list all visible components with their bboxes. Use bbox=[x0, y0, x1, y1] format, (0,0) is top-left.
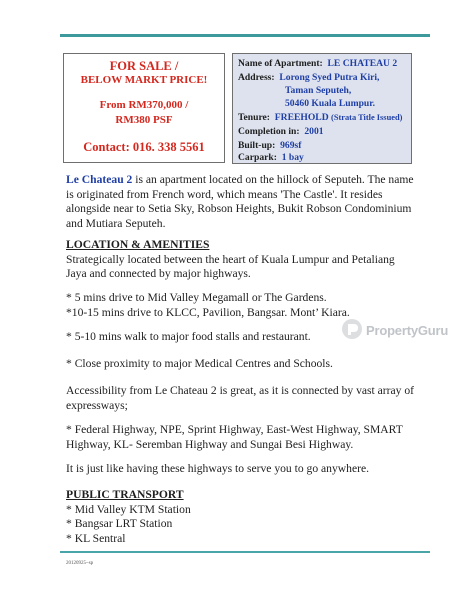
highways-summary-line: It is just like having these highways to serve you to go anywhere. bbox=[66, 462, 369, 475]
bullet-food-stalls: * 5-10 mins walk to major food stalls and restaurant. bbox=[66, 330, 311, 343]
intro-paragraph bbox=[66, 173, 414, 231]
top-divider bbox=[60, 34, 430, 37]
transport-heading: PUBLIC TRANSPORT bbox=[66, 488, 184, 501]
builtup-row: Built-up: 969sf bbox=[238, 140, 302, 151]
psf-label: RM380 PSF bbox=[115, 114, 173, 126]
sale-callout-box bbox=[63, 53, 225, 163]
location-heading: LOCATION & AMENITIES bbox=[66, 238, 210, 251]
transport-item-lrt: * Bangsar LRT Station bbox=[66, 517, 173, 530]
address-row: Address: Lorong Syed Putra Kiri, bbox=[238, 72, 380, 83]
accessibility-paragraph bbox=[66, 384, 414, 413]
highways-line-2: Highway, KL- Seremban Highway and Sungai Besi Highway. bbox=[66, 437, 354, 451]
bullet-medical: * Close proximity to major Medical Centres and Schools. bbox=[66, 357, 333, 370]
carpark-row: Carpark: 1 bay bbox=[238, 152, 304, 163]
watermark-text: PropertyGuru bbox=[366, 323, 449, 338]
intro-line-4: and Mutiara Seputeh. bbox=[66, 216, 166, 230]
below-market-label: BELOW MARKT PRICE! bbox=[80, 74, 208, 86]
highways-summary bbox=[66, 462, 369, 477]
price-label: From RM370,000 / bbox=[99, 99, 189, 111]
location-section bbox=[66, 238, 395, 282]
location-text-line-1: Strategically located between the heart of Kuala Lumpur and Petaliang bbox=[66, 252, 395, 266]
property-info-box bbox=[232, 53, 412, 164]
bullet-mid-valley: * 5 mins drive to Mid Valley Megamall or The Gardens. bbox=[66, 291, 327, 304]
transport-item-kl-sentral: * KL Sentral bbox=[66, 531, 126, 545]
highways-line-1: * Federal Highway, NPE, Sprint Highway, East-West Highway, SMART bbox=[66, 423, 403, 436]
intro-line-1: Le Chateau 2 is an apartment located on the hillock of Seputeh. The name bbox=[66, 173, 414, 186]
bottom-divider bbox=[60, 551, 430, 553]
apartment-name-row: Name of Apartment: LE CHATEAU 2 bbox=[238, 58, 398, 69]
transport-item-ktm: * Mid Valley KTM Station bbox=[66, 502, 191, 516]
transport-section bbox=[66, 488, 191, 546]
drive-bullets bbox=[66, 291, 350, 320]
address-line-3: 50460 Kuala Lumpur. bbox=[285, 98, 376, 109]
footer-code: 20120925~sp bbox=[66, 561, 94, 566]
accessibility-line-2: expressways; bbox=[66, 398, 128, 412]
location-text-line-2: Jaya and connected by major highways. bbox=[66, 267, 251, 280]
accessibility-line-1: Accessibility from Le Chateau 2 is great, as it is connected by vast array of bbox=[66, 384, 415, 397]
intro-line-2: is originated from French word, which means 'The Castle'. It resides bbox=[66, 187, 383, 201]
highways-paragraph bbox=[66, 423, 403, 452]
address-line-2: Taman Seputeh, bbox=[285, 85, 352, 96]
contact-label: Contact: 016. 338 5561 bbox=[83, 140, 205, 154]
for-sale-label: FOR SALE / bbox=[109, 59, 179, 73]
completion-row: Completion in: 2001 bbox=[238, 126, 324, 137]
tenure-row: Tenure: FREEHOLD (Strata Title Issued) bbox=[238, 112, 403, 123]
walk-bullet bbox=[66, 330, 311, 345]
intro-line-3: alongside near to Setia Sky, Robson Heights, Bukit Robson Condominium bbox=[66, 202, 412, 215]
medical-bullet bbox=[66, 357, 333, 372]
bullet-klcc: *10-15 mins drive to KLCC, Pavilion, Bangsar. Mont’ Kiara. bbox=[66, 305, 350, 319]
